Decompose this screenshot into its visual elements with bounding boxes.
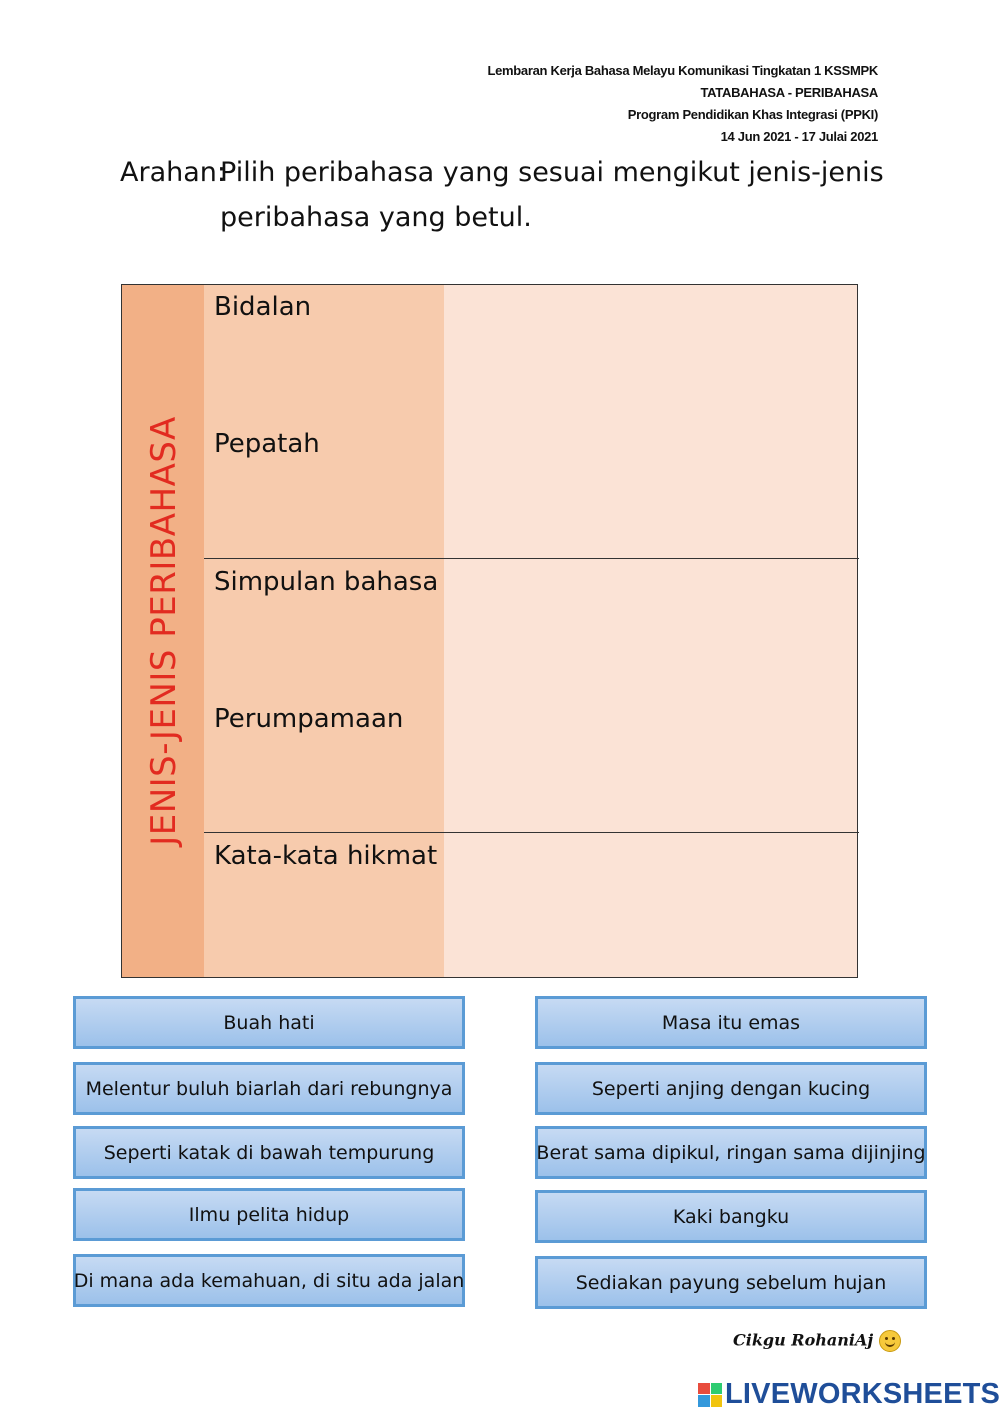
- liveworksheets-logo-icon: [698, 1383, 722, 1407]
- drop-zone-kata-kata-hikmat[interactable]: [445, 833, 857, 975]
- answer-card[interactable]: Berat sama dipikul, ringan sama dijinjing: [535, 1126, 927, 1179]
- instruction: [120, 150, 884, 240]
- answer-card[interactable]: Seperti anjing dengan kucing: [535, 1062, 927, 1115]
- instruction-label: Arahan:: [120, 157, 226, 188]
- answer-card[interactable]: Seperti katak di bawah tempurung: [73, 1126, 465, 1179]
- type-label-perumpamaan: Perumpamaan: [214, 704, 404, 734]
- instruction-line-2: peribahasa yang betul.: [220, 202, 532, 233]
- header-line-topic: TATABAHASA - PERIBAHASA: [700, 85, 878, 100]
- drop-zone-bidalan-pepatah[interactable]: [445, 285, 857, 558]
- liveworksheets-brand[interactable]: [698, 1378, 1000, 1411]
- answer-card[interactable]: Sediakan payung sebelum hujan: [535, 1256, 927, 1309]
- brand-name: LIVEWORKSHEETS: [725, 1378, 1000, 1410]
- drop-zone-simpulan-perumpamaan[interactable]: [445, 559, 857, 832]
- header-line-program: Program Pendidikan Khas Integrasi (PPKI): [627, 107, 878, 122]
- worksheet-header: [487, 60, 878, 148]
- type-label-pepatah: Pepatah: [214, 429, 320, 459]
- instruction-line-1: Pilih peribahasa yang sesuai mengikut jenis-jenis: [220, 157, 884, 188]
- answer-card[interactable]: Masa itu emas: [535, 996, 927, 1049]
- classification-table: [121, 284, 859, 978]
- header-line-subject: Lembaran Kerja Bahasa Melayu Komunikasi Tingkatan 1 KSSMPK: [487, 63, 878, 78]
- side-title: JENIS-JENIS PERIBAHASA: [144, 416, 184, 846]
- type-label-simpulan-bahasa: Simpulan bahasa: [214, 567, 439, 597]
- type-label-bidalan: Bidalan: [214, 292, 312, 322]
- author-signature: [733, 1330, 901, 1352]
- types-column: [204, 284, 445, 978]
- smiley-icon: [879, 1330, 901, 1352]
- answer-card[interactable]: Melentur buluh biarlah dari rebungnya: [73, 1062, 465, 1115]
- answer-card[interactable]: Kaki bangku: [535, 1190, 927, 1243]
- answer-card[interactable]: Di mana ada kemahuan, di situ ada jalan: [73, 1254, 465, 1307]
- answer-card[interactable]: Buah hati: [73, 996, 465, 1049]
- answer-card[interactable]: Ilmu pelita hidup: [73, 1188, 465, 1241]
- type-label-kata-kata-hikmat: Kata-kata hikmat: [214, 841, 438, 871]
- header-line-dates: 14 Jun 2021 - 17 Julai 2021: [720, 129, 878, 144]
- side-title-column: [121, 284, 206, 978]
- author-name: Cikgu RohaniAj: [733, 1330, 874, 1350]
